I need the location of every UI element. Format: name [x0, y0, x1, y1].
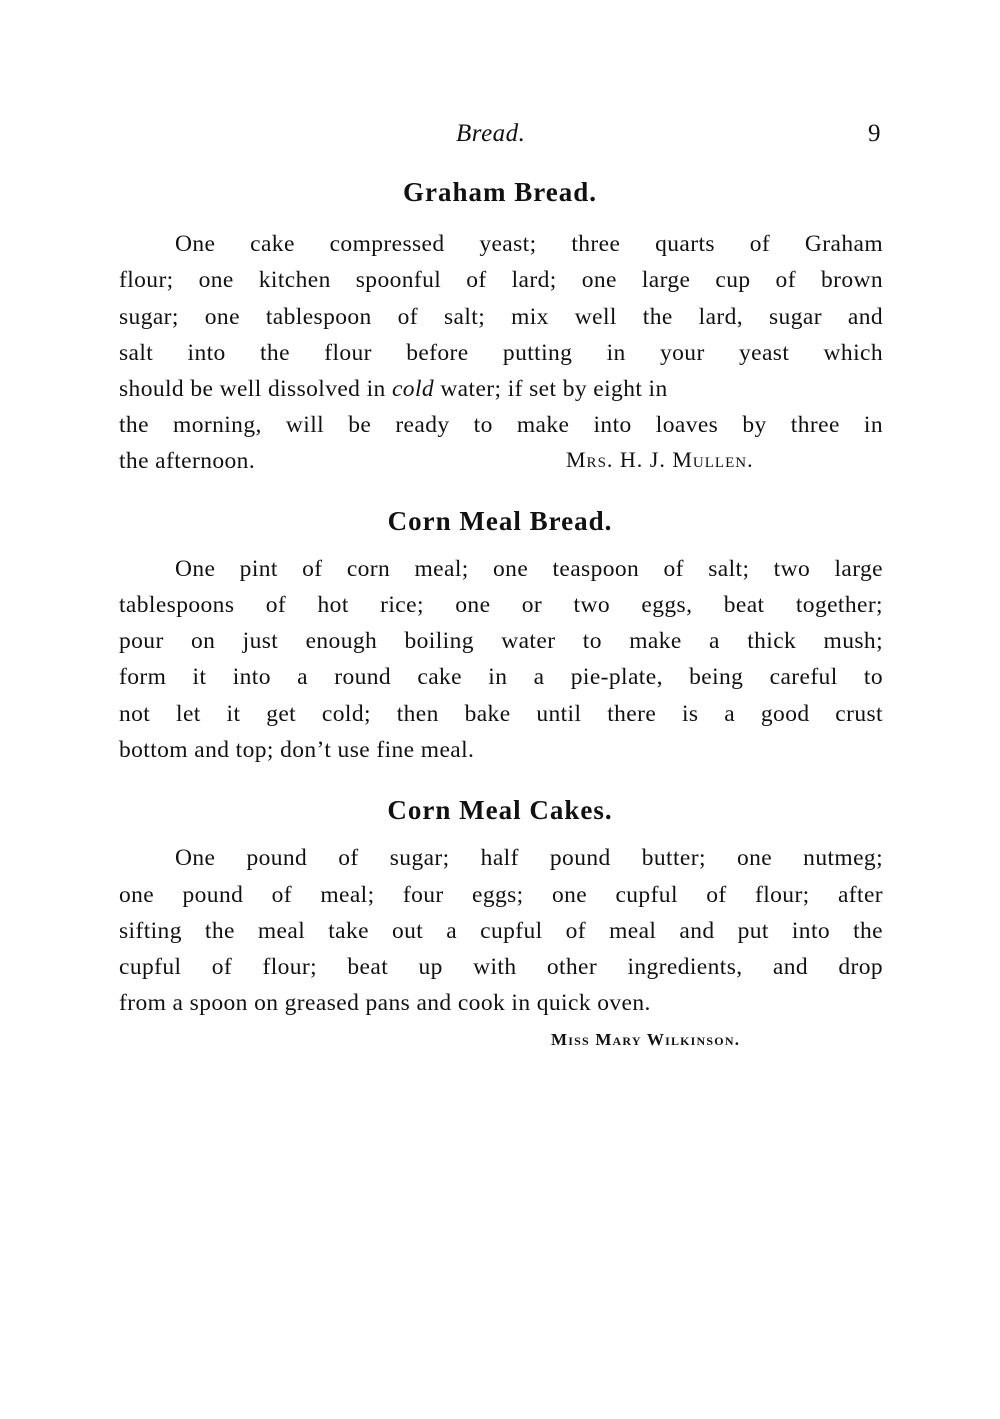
- text-fragment: water; if set by eight in: [440, 376, 668, 402]
- text-line: form it into a round cake in a pie-plate, being careful to: [119, 664, 883, 690]
- text-fragment: should be well dissolved in: [119, 376, 386, 402]
- recipe-title-graham-bread: Graham Bread.: [403, 177, 597, 207]
- text-line: bottom and top; don’t use fine meal.: [119, 737, 475, 763]
- emphasis-cold: cold: [391, 376, 435, 402]
- text-line: cupful of flour; beat up with other ingredients, and drop: [119, 954, 883, 980]
- text-line: pour on just enough boiling water to make a thick mush;: [119, 628, 883, 654]
- text-line: sifting the meal take out a cupful of meal and put into the: [119, 918, 883, 944]
- recipe-author: Mrs. H. J. Mullen.: [566, 447, 754, 472]
- text-line: the morning, will be ready to make into loaves by three in: [119, 412, 883, 438]
- text-line: sugar; one tablespoon of salt; mix well the lard, sugar and: [119, 304, 883, 330]
- recipe-author: Miss Mary Wilkinson.: [551, 1030, 741, 1049]
- text-line: salt into the flour before putting in your yeast which: [119, 340, 883, 366]
- text-line: from a spoon on greased pans and cook in quick oven.: [119, 990, 651, 1016]
- text-line: not let it get cold; then bake until there is a good crust: [119, 701, 883, 727]
- text-line: one pound of meal; four eggs; one cupful of flour; after: [119, 882, 883, 908]
- text-line: tablespoons of hot rice; one or two eggs, beat together;: [119, 592, 883, 618]
- text-line: [119, 374, 883, 404]
- text-line: One cake compressed yeast; three quarts of Graham: [175, 231, 883, 257]
- text-line: One pint of corn meal; one teaspoon of salt; two large: [175, 556, 883, 582]
- text-line: the afternoon.: [119, 448, 256, 474]
- recipe-title-corn-meal-bread: Corn Meal Bread.: [387, 506, 613, 536]
- page-number: 9: [868, 120, 881, 147]
- text-line: One pound of sugar; half pound butter; one nutmeg;: [175, 845, 883, 871]
- recipe-title-corn-meal-cakes: Corn Meal Cakes.: [387, 795, 613, 825]
- text-line: flour; one kitchen spoonful of lard; one large cup of brown: [119, 267, 883, 293]
- running-head-title: Bread.: [456, 120, 526, 147]
- running-head: [0, 120, 1000, 152]
